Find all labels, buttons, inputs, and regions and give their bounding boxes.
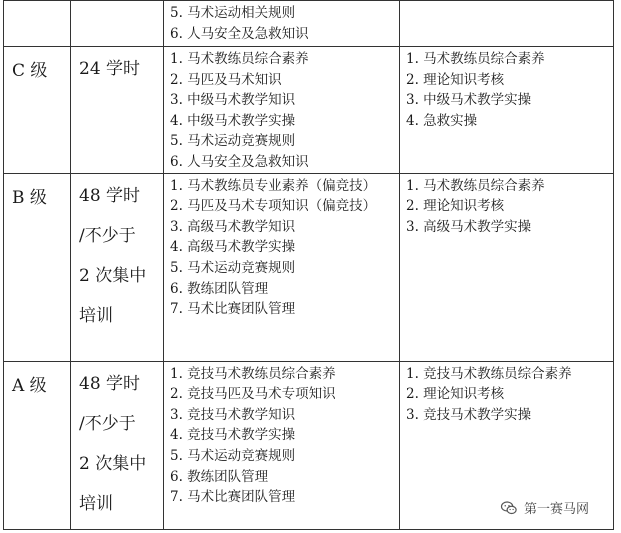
hours-line: /不少于 — [79, 413, 136, 434]
list-item: 2. 理论知识考核 — [406, 71, 505, 88]
list-item: 2. 马匹及马术知识 — [170, 71, 282, 88]
list-item: 3. 中级马术教学实操 — [406, 92, 532, 109]
list-item: 1. 竞技马术教练员综合素养 — [406, 365, 572, 382]
wechat-icon — [500, 499, 518, 517]
assessment-cell — [400, 173, 614, 361]
level-cell: A 级 — [4, 361, 71, 529]
watermark — [500, 498, 589, 517]
hours-line: 48 学时 — [79, 185, 141, 206]
table-row-level-b — [4, 173, 614, 361]
hours-cell — [71, 1, 164, 47]
hours-line: 培训 — [79, 493, 113, 514]
list-item: 6. 人马安全及急救知识 — [170, 25, 309, 42]
hours-line: 24 学时 — [79, 59, 141, 79]
table-row-level-c — [4, 47, 614, 174]
list-item: 5. 马术运动竞赛规则 — [170, 447, 296, 464]
list-item: 5. 马术运动相关规则 — [170, 5, 296, 21]
list-item: 4. 中级马术教学实操 — [170, 112, 296, 129]
list-item: 2. 理论知识考核 — [406, 198, 505, 215]
assessment-cell — [400, 1, 614, 47]
list-item: 4. 急救实操 — [406, 112, 478, 129]
list-item: 1. 马术教练员综合素养 — [406, 177, 545, 194]
list-item: 6. 人马安全及急救知识 — [170, 153, 309, 170]
table-row-continued — [4, 1, 614, 47]
level-cell: C 级 — [4, 47, 71, 174]
hours-line: 48 学时 — [79, 373, 141, 394]
list-item: 3. 竞技马术教学实操 — [406, 406, 532, 423]
content-cell — [164, 361, 400, 529]
list-item: 2. 理论知识考核 — [406, 386, 505, 403]
list-item: 7. 马术比赛团队管理 — [170, 489, 296, 506]
hours-line: 2 次集中 — [79, 453, 147, 474]
hours-line: 2 次集中 — [79, 265, 147, 286]
watermark-text: 第一赛马网 — [523, 502, 589, 517]
list-item: 3. 高级马术教学知识 — [170, 218, 296, 235]
hours-cell — [71, 361, 164, 529]
list-item: 5. 马术运动竞赛规则 — [170, 133, 296, 150]
list-item: 6. 教练团队管理 — [170, 280, 269, 297]
level-cell — [4, 1, 71, 47]
list-item: 1. 竞技马术教练员综合素养 — [170, 365, 336, 382]
list-item: 1. 马术教练员专业素养（偏竞技） — [170, 177, 377, 194]
hours-line: /不少于 — [79, 225, 136, 246]
list-item: 6. 教练团队管理 — [170, 468, 269, 485]
list-item: 4. 竞技马术教学实操 — [170, 427, 296, 444]
hours-cell — [71, 173, 164, 361]
content-cell — [164, 173, 400, 361]
list-item: 3. 高级马术教学实操 — [406, 218, 532, 235]
hours-line: 培训 — [79, 305, 113, 326]
list-item: 4. 高级马术教学实操 — [170, 239, 296, 256]
list-item: 1. 马术教练员综合素养 — [170, 51, 309, 67]
level-cell: B 级 — [4, 173, 71, 361]
content-cell — [164, 1, 400, 47]
training-level-table — [3, 0, 614, 530]
list-item: 3. 中级马术教学知识 — [170, 92, 296, 109]
list-item: 7. 马术比赛团队管理 — [170, 301, 296, 318]
assessment-cell — [400, 47, 614, 174]
content-cell — [164, 47, 400, 174]
list-item: 5. 马术运动竞赛规则 — [170, 259, 296, 276]
list-item: 2. 竞技马匹及马术专项知识 — [170, 386, 336, 403]
list-item: 3. 竞技马术教学知识 — [170, 406, 296, 423]
list-item: 1. 马术教练员综合素养 — [406, 51, 545, 67]
list-item: 2. 马匹及马术专项知识（偏竞技） — [170, 198, 377, 215]
hours-cell — [71, 47, 164, 174]
